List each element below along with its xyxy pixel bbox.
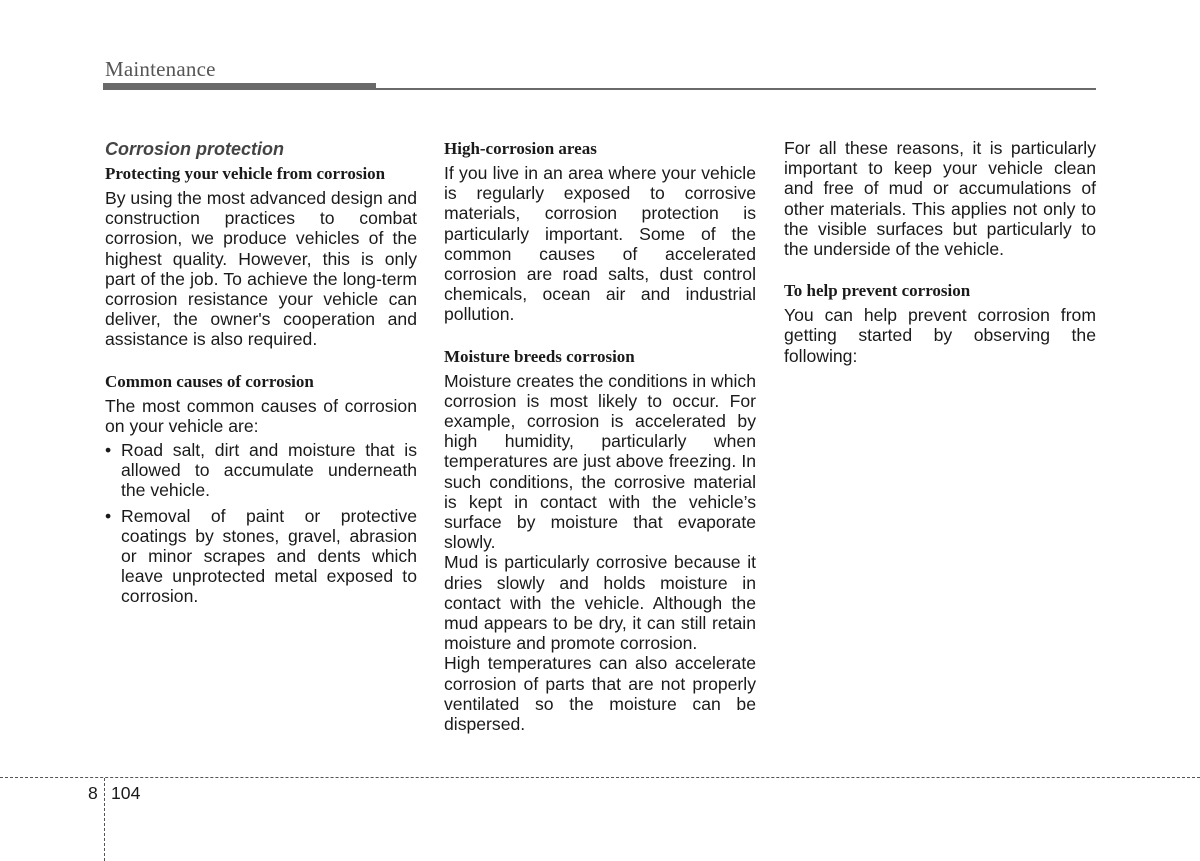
subheading-high-corrosion: High-corrosion areas — [444, 139, 597, 158]
subheading-moisture: Moisture breeds corrosion — [444, 346, 635, 366]
subheading-common-causes: Common causes of corrosion — [105, 371, 314, 391]
bullet-icon: • — [105, 440, 112, 461]
bullet-icon: • — [105, 505, 112, 526]
paragraph-high-temperatures: High temperatures can also accelerate corrosion of parts that are not properly ventilated so the moisture can be dispersed. — [444, 653, 756, 735]
chapter-number: 8 — [88, 783, 98, 803]
list-item — [105, 506, 417, 607]
paragraph-moisture: Moisture creates the conditions in which corrosion is most likely to occur. For example, corrosion is accelerated by high humidity, particularly when temperatures are just above freezing. In such conditions, the corrosive material is kept in contact with the vehicle’s surface by moisture that evaporate slowly. — [444, 370, 756, 553]
column-left — [105, 138, 417, 612]
paragraph-common-causes: The most common causes of corrosion on your vehicle are: — [105, 395, 417, 436]
paragraph-reasons: For all these reasons, it is particularly important to keep your vehicle clean and free of mud or accumulations of other materials. This applies not only to the visible surfaces but particularly to the underside of the vehicle. — [784, 138, 1096, 260]
section-title: Corrosion protection — [105, 139, 284, 159]
paragraph-prevent: You can help prevent corrosion from getting started by observing the following: — [784, 305, 1096, 366]
list-item-text: Removal of paint or protective coatings by stones, gravel, abrasion or minor scrapes and dents which leave unprotected metal exposed to corrosion. — [121, 505, 417, 607]
subheading-protecting: Protecting your vehicle from corrosion — [105, 164, 386, 183]
list-item — [105, 440, 417, 501]
footer-dashed-rule — [0, 777, 1200, 778]
section-header-title: Maintenance — [105, 57, 216, 81]
column-middle — [444, 138, 756, 734]
column-right — [784, 138, 1096, 366]
causes-list — [105, 440, 417, 607]
header-rule-thin — [376, 88, 1096, 90]
paragraph-mud: Mud is particularly corrosive because it dries slowly and holds moisture in contact with the vehicle. Although the mud appears to be dry, it can still retain moisture and promote corrosion. — [444, 552, 756, 654]
paragraph-high-corrosion: If you live in an area where your vehicle is regularly exposed to corrosive materials, corrosion protection is particularly important. Some of the common causes of accelerated corrosion are road salts, dust control chemicals, ocean air and industrial pollution. — [444, 163, 756, 325]
footer-vertical-dashed-rule — [104, 778, 105, 861]
subheading-prevent: To help prevent corrosion — [784, 281, 971, 301]
list-item-text: Road salt, dirt and moisture that is allowed to accumulate underneath the vehicle. — [121, 440, 417, 501]
header-rule-thick — [103, 83, 376, 90]
paragraph-protecting: By using the most advanced design and construction practices to combat corrosion, we produce vehicles of the highest quality. However, this is only part of the job. To achieve the long-term corrosion resistance your vehicle can deliver, the owner's cooperation and assistance is also required. — [105, 188, 418, 350]
page-number: 104 — [111, 783, 141, 803]
